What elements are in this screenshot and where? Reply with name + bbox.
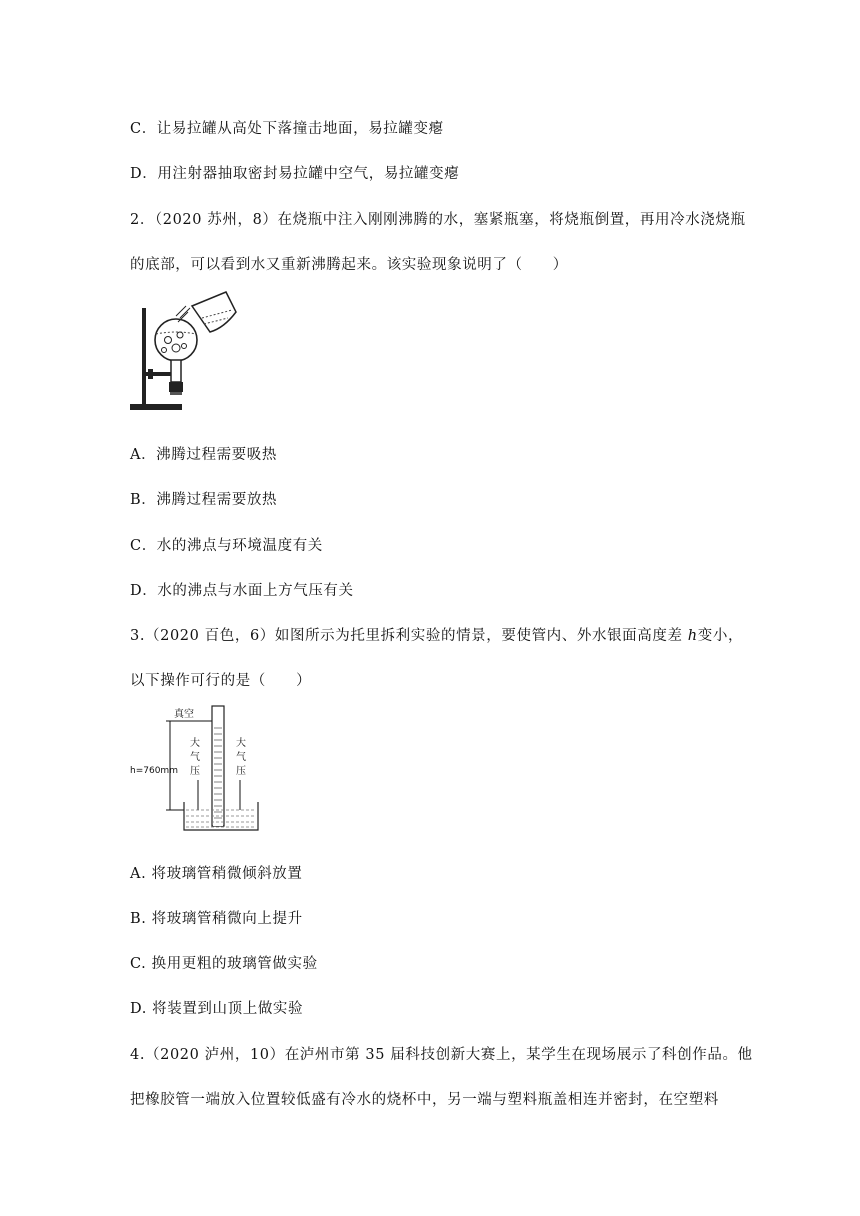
atm-left-3: 压 (190, 766, 200, 777)
option-c-q1: C．让易拉罐从高处下落撞击地面，易拉罐变瘪 (130, 121, 444, 137)
option-b-q3: B. 将玻璃管稍微向上提升 (130, 911, 303, 927)
question-3-text: 3.（2020 百色，6）如图所示为托里拆利实验的情景，要使管内、外水银面高度差 (130, 628, 683, 644)
option-a-q3: A. 将玻璃管稍微倾斜放置 (130, 866, 303, 882)
atm-right-2: 气 (236, 752, 246, 763)
option-b-q2: B．沸腾过程需要放热 (130, 492, 278, 508)
option-a-q2: A．沸腾过程需要吸热 (130, 447, 277, 463)
option-c-q3: C. 换用更粗的玻璃管做实验 (130, 956, 318, 972)
option-d-q1: D．用注射器抽取密封易拉罐中空气，易拉罐变瘪 (130, 166, 460, 182)
vacuum-label: 真空 (174, 709, 194, 720)
height-variable: h (687, 628, 698, 644)
option-d-q3: D. 将装置到山顶上做实验 (130, 1001, 304, 1017)
atm-left-1: 大 (190, 738, 200, 749)
atm-left-2: 气 (190, 752, 200, 763)
atm-right-1: 大 (236, 738, 246, 749)
option-d-q2: D．水的沸点与水面上方气压有关 (130, 583, 354, 599)
option-c-q2: C．水的沸点与环境温度有关 (130, 538, 323, 554)
flask-figure (128, 288, 250, 418)
question-3-tail: 变小， (697, 628, 744, 644)
height-label: h=760mm (130, 766, 178, 776)
question-2-line-2: 的底部，可以看到水又重新沸腾起来。该实验现象说明了（ ） (130, 257, 568, 273)
question-4-line-1: 4.（2020 泸州，10）在泸州市第 35 届科技创新大赛上，某学生在现场展示了科创作品。他 (130, 1047, 753, 1063)
atm-right-3: 压 (236, 766, 246, 777)
question-3-line-1 (130, 624, 743, 645)
question-4-line-2: 把橡胶管一端放入位置较低盛有冷水的烧杯中，另一端与塑料瓶盖相连并密封，在空塑料 (130, 1092, 719, 1108)
question-3-line-2: 以下操作可行的是（ ） (130, 673, 312, 689)
question-2-line-1: 2．（2020 苏州，8）在烧瓶中注入刚刚沸腾的水，塞紧瓶塞，将烧瓶倒置，再用冷水浇烧瓶 (130, 212, 746, 228)
torricelli-figure (130, 700, 270, 842)
